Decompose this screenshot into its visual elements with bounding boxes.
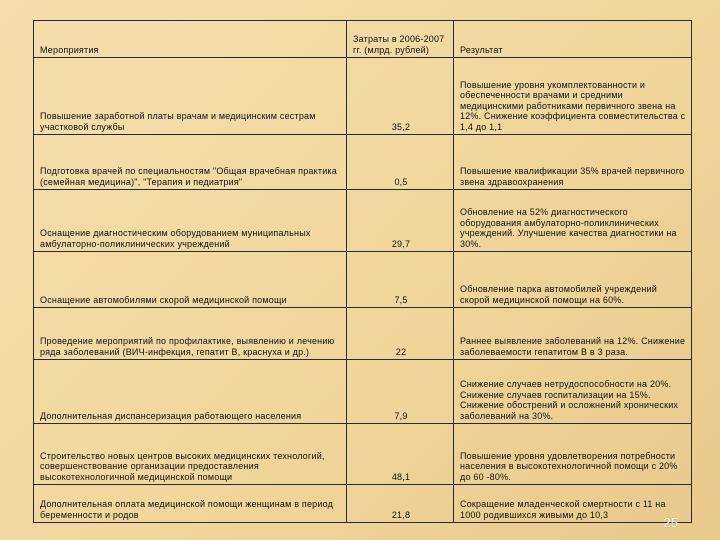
header-result: Результат bbox=[454, 21, 692, 58]
activity-cell: Строительство новых центров высоких медицинских технологий, совершенствование организации предоставления высокотехнологичной медицинской помощи bbox=[34, 424, 347, 485]
result-cell: Повышение уровня укомплектованности и обеспеченности врачами и средними медицинскими работниками первичного звена на 12%. Снижение коэффициента совместительства с 1,4 до 1,1 bbox=[454, 58, 692, 135]
header-activity: Мероприятия bbox=[34, 21, 347, 58]
table-row bbox=[34, 424, 692, 485]
cost-cell: 7,9 bbox=[347, 360, 454, 424]
table-row bbox=[34, 58, 692, 135]
cost-cell: 35,2 bbox=[347, 58, 454, 135]
table-row bbox=[34, 360, 692, 424]
table-row bbox=[34, 135, 692, 190]
measures-table bbox=[33, 20, 692, 523]
cost-cell: 0,5 bbox=[347, 135, 454, 190]
result-cell: Раннее выявление заболеваний на 12%. Снижение заболеваемости гепатитом В в 3 раза. bbox=[454, 308, 692, 360]
result-cell: Обновление парка автомобилей учреждений скорой медицинской помощи на 60%. bbox=[454, 252, 692, 308]
cost-cell: 22 bbox=[347, 308, 454, 360]
cost-cell: 7,5 bbox=[347, 252, 454, 308]
table-row bbox=[34, 190, 692, 252]
cost-cell: 29,7 bbox=[347, 190, 454, 252]
activity-cell: Оснащение диагностическим оборудованием муниципальных амбулаторно-поликлинических учреждений bbox=[34, 190, 347, 252]
cost-cell: 21,8 bbox=[347, 485, 454, 523]
table-header-row bbox=[34, 21, 692, 58]
table-row bbox=[34, 308, 692, 360]
result-cell: Обновление на 52% диагностического оборудования амбулаторно-поликлинических учреждений. Улучшение качества диагностики на 30%. bbox=[454, 190, 692, 252]
table-row bbox=[34, 485, 692, 523]
activity-cell: Повышение заработной платы врачам и медицинским сестрам участковой службы bbox=[34, 58, 347, 135]
activity-cell: Оснащение автомобилями скорой медицинской помощи bbox=[34, 252, 347, 308]
result-cell: Повышение уровня удовлетворения потребности населения в высокотехнологичной помощи с 20% до 60 -80%. bbox=[454, 424, 692, 485]
result-cell: Снижение случаев нетрудоспособности на 20%. Снижение случаев госпитализации на 15%. Снижение обострений и осложнений хронических заболеваний на 30%. bbox=[454, 360, 692, 424]
page-number: 25 bbox=[663, 515, 678, 530]
activity-cell: Подготовка врачей по специальностям "Общая врачебная практика (семейная медицина)", "Терапия и педиатрия" bbox=[34, 135, 347, 190]
result-cell: Повышение квалификации 35% врачей первичного звена здравоохранения bbox=[454, 135, 692, 190]
header-cost: Затраты в 2006-2007 гг. (млрд. рублей) bbox=[347, 21, 454, 58]
activity-cell: Дополнительная диспансеризация работающего населения bbox=[34, 360, 347, 424]
table-row bbox=[34, 252, 692, 308]
result-cell: Сокращение младенческой смертности с 11 на 1000 родившихся живыми до 10,3 bbox=[454, 485, 692, 523]
activity-cell: Проведение мероприятий по профилактике, выявлению и лечению ряда заболеваний (ВИЧ-инфекция, гепатит В, краснуха и др.) bbox=[34, 308, 347, 360]
cost-cell: 48,1 bbox=[347, 424, 454, 485]
activity-cell: Дополнительная оплата медицинской помощи женщинам в период беременности и родов bbox=[34, 485, 347, 523]
